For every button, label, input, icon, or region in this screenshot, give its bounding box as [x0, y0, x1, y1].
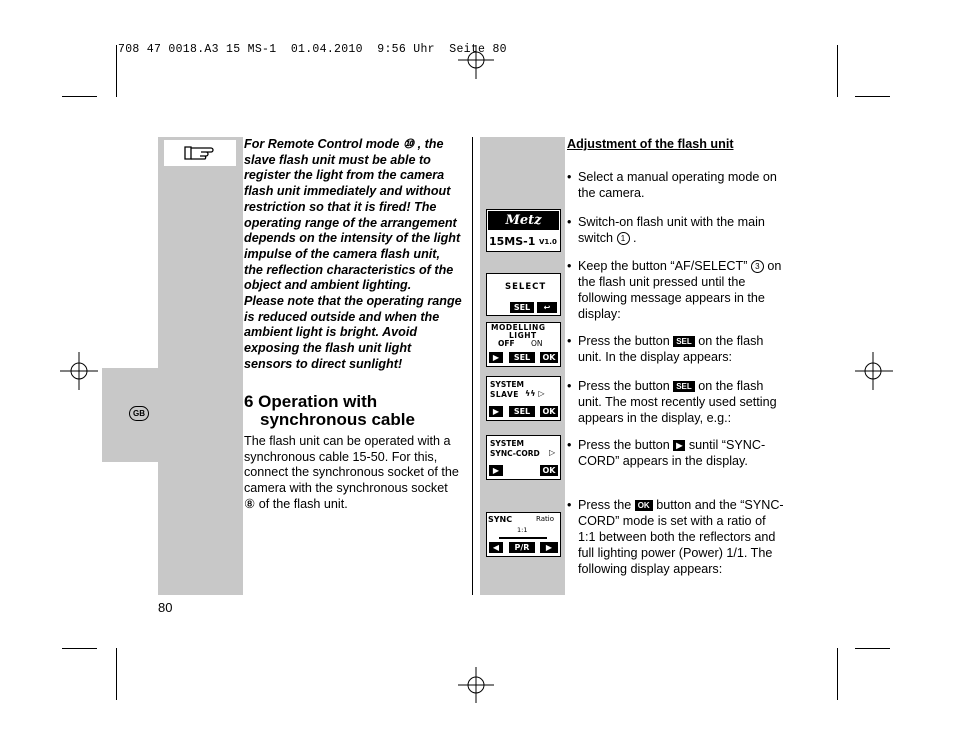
instruction-item: • Press the button SEL on the flash unit. The most recently used setting appears in the display, e.g.: [567, 379, 777, 425]
left-margin-column [158, 137, 243, 595]
instruction-item: • Press the button ▶ suntil “SYNC-CORD” appears in the display. [567, 438, 766, 468]
display-synccord: SYSTEM SYNC-CORD ▷ ▶ OK [486, 435, 561, 480]
version-label: V1.0 [539, 238, 557, 246]
column-divider [472, 137, 473, 595]
next-arrow-icon: ▶ [489, 406, 503, 417]
pointing-hand-icon [164, 140, 236, 166]
registration-mark-icon [60, 352, 100, 392]
next-arrow-icon: ▶ [540, 542, 558, 553]
model-label: 15MS-1 [489, 235, 536, 248]
instruction-item: • Press the OK button and the “SYNC-CORD” mode is set with a ratio of 1:1 between both the reflectors and full lighting power (Power) 1/1. The following display appears: [567, 498, 784, 576]
note-paragraph: Please note that the operating range is reduced outside and when the ambient light is bright. Avoid exposing the flash unit light sensors to direct sunlight! [244, 294, 462, 371]
ok-key: OK [540, 352, 558, 363]
crop-mark [116, 45, 117, 97]
language-badge: GB [129, 406, 149, 421]
flash-icon: ϟϟ ▷ [525, 389, 545, 398]
sel-key: SEL [509, 406, 535, 417]
prev-arrow-icon: ◀ [489, 542, 503, 553]
note-icon-box [164, 140, 236, 166]
next-arrow-icon: ▶ [673, 440, 685, 451]
display-modelling: MODELLING LIGHT OFF ON ▶ SEL OK [486, 322, 561, 367]
sel-key: SEL [673, 381, 695, 392]
return-icon: ↩ [537, 302, 557, 313]
registration-mark-icon [853, 352, 893, 392]
sel-key: SEL [509, 352, 535, 363]
crop-mark [62, 96, 97, 97]
sel-key: SEL [673, 336, 695, 347]
select-label: SELECT [505, 282, 547, 292]
ok-key: OK [635, 500, 653, 511]
next-arrow-icon: ▶ [489, 352, 503, 363]
crop-mark [855, 96, 890, 97]
display-metz [486, 209, 561, 252]
section-title: 6 Operation with synchronous cable [244, 392, 415, 429]
print-header: 708 47 0018.A3 15 MS-1 01.04.2010 9:56 Uhr Seite 80 [118, 43, 507, 56]
instruction-item: • Switch-on flash unit with the main switch 1 . [567, 215, 765, 245]
instruction-item: • Press the button SEL on the flash unit. In the display appears: [567, 334, 764, 364]
page-number: 80 [158, 600, 173, 615]
pr-key: P/R [509, 542, 535, 553]
sel-key: SEL [510, 302, 534, 313]
crop-mark [116, 648, 117, 700]
display-sync: SYNC Ratio 1:1 ◀ P/R ▶ [486, 512, 561, 557]
ok-key: OK [540, 465, 558, 476]
ratio-bar [499, 537, 547, 539]
metz-logo: Metz [488, 211, 559, 230]
crop-mark [837, 648, 838, 700]
display-select [486, 273, 561, 316]
registration-mark-icon [458, 665, 494, 705]
adjustment-heading: Adjustment of the flash unit [567, 137, 734, 151]
arrow-icon: ▷ [549, 448, 556, 457]
section-body: The flash unit can be operated with a synchronous cable 15-50. For this, connect the synchronous socket of the camera with the synchronous socket ⑧ of the flash unit. [244, 434, 459, 511]
remote-control-note [244, 137, 462, 373]
instruction-item: • Keep the button “AF/SELECT” 3 on the flash unit pressed until the following message appears in the display: [567, 259, 782, 321]
ok-key: OK [540, 406, 558, 417]
crop-mark [62, 648, 97, 649]
display-slave: SYSTEM SLAVE ϟϟ ▷ ▶ SEL OK [486, 376, 561, 421]
note-paragraph: For Remote Control mode ⑩ , the slave flash unit must be able to register the light from the camera flash unit immediately and without restriction so that it is fired! The operating range of the arrangement depends on the intensity of the light impulse of the camera flash unit, the reflection characteristics of the object and ambient lighting. [244, 137, 461, 293]
crop-mark [837, 45, 838, 97]
instruction-item: • Select a manual operating mode on the camera. [567, 170, 777, 200]
next-arrow-icon: ▶ [489, 465, 503, 476]
registration-mark-icon [458, 45, 494, 81]
crop-mark [855, 648, 890, 649]
